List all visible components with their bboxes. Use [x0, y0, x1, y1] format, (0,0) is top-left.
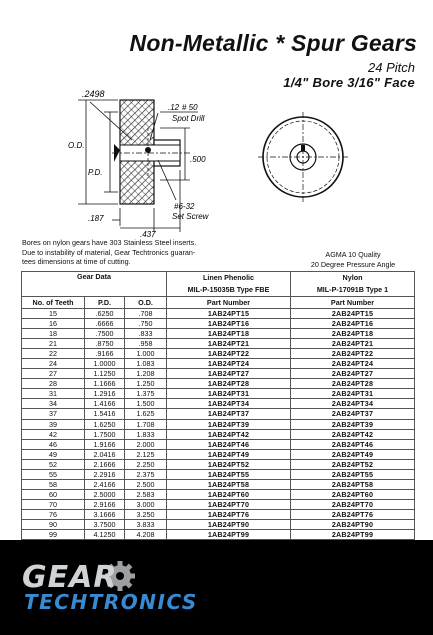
linen-part-cell: 1AB24PT99	[167, 530, 291, 540]
set-screw-label: Set Screw	[172, 212, 209, 221]
linen-part-cell: 1AB24PT46	[167, 439, 291, 449]
teeth-cell: 15	[22, 309, 85, 319]
dim-500: .500	[190, 155, 206, 164]
od-cell: 1.625	[125, 409, 167, 419]
od-cell: 1.083	[125, 359, 167, 369]
nylon-part-cell: 2AB24PT39	[291, 419, 415, 429]
pd-cell: 2.2916	[85, 469, 125, 479]
teeth-cell: 22	[22, 349, 85, 359]
pd-cell: 3.1666	[85, 509, 125, 519]
nylon-part-cell: 2AB24PT24	[291, 359, 415, 369]
teeth-cell: 90	[22, 519, 85, 529]
teeth-cell: 18	[22, 329, 85, 339]
table-row	[22, 379, 415, 389]
gear-data-header: Gear Data	[22, 272, 167, 297]
teeth-cell: 76	[22, 509, 85, 519]
brand-gear-word: GEAR	[22, 560, 118, 595]
linen-part-cell: 1AB24PT70	[167, 499, 291, 509]
teeth-cell: 37	[22, 409, 85, 419]
linen-part-cell: 1AB24PT21	[167, 339, 291, 349]
od-cell: 1.000	[125, 349, 167, 359]
brand-techtronics-word: TECHTRONICS	[24, 590, 198, 614]
table-row	[22, 359, 415, 369]
linen-part-cell: 1AB24PT76	[167, 509, 291, 519]
nylon-part-cell: 2AB24PT31	[291, 389, 415, 399]
linen-part-cell: 1AB24PT42	[167, 429, 291, 439]
teeth-cell: 16	[22, 319, 85, 329]
linen-part-cell: 1AB24PT18	[167, 329, 291, 339]
table-row	[22, 429, 415, 439]
pd-cell: 1.2916	[85, 389, 125, 399]
pd-cell: .9166	[85, 349, 125, 359]
teeth-cell: 21	[22, 339, 85, 349]
table-row	[22, 469, 415, 479]
pd-cell: 4.1250	[85, 530, 125, 540]
teeth-cell: 31	[22, 389, 85, 399]
pd-cell: .8750	[85, 339, 125, 349]
gear-front-view	[258, 112, 348, 202]
od-cell: .958	[125, 339, 167, 349]
pitch-label: 24 Pitch	[368, 60, 415, 75]
od-cell: 3.250	[125, 509, 167, 519]
nylon-header: Nylon	[291, 272, 415, 285]
linen-part-cell: 1AB24PT15	[167, 309, 291, 319]
od-cell: 1.833	[125, 429, 167, 439]
table-row	[22, 339, 415, 349]
od-cell: 2.000	[125, 439, 167, 449]
linen-part-cell: 1AB24PT55	[167, 469, 291, 479]
linen-header: Linen Phenolic	[167, 272, 291, 285]
linen-spec: MIL-P-15035B Type FBE	[167, 284, 291, 297]
linen-part-cell: 1AB24PT22	[167, 349, 291, 359]
nylon-part-cell: 2AB24PT58	[291, 479, 415, 489]
agma-quality: AGMA 10 Quality	[325, 250, 381, 259]
table-row	[22, 349, 415, 359]
gear-technical-drawing	[0, 0, 433, 245]
od-cell: 3.000	[125, 499, 167, 509]
teeth-cell: 49	[22, 449, 85, 459]
linen-part-cell: 1AB24PT34	[167, 399, 291, 409]
pd-label: P.D.	[88, 168, 103, 177]
nylon-part-cell: 2AB24PT28	[291, 379, 415, 389]
col-nylon-part: Part Number	[291, 297, 415, 309]
material-note	[22, 238, 262, 267]
table-row	[22, 409, 415, 419]
od-cell: .833	[125, 329, 167, 339]
od-cell: 2.583	[125, 489, 167, 499]
table-row	[22, 479, 415, 489]
nylon-part-cell: 2AB24PT52	[291, 459, 415, 469]
pd-cell: .6250	[85, 309, 125, 319]
table-row	[22, 449, 415, 459]
col-pd: P.D.	[85, 297, 125, 309]
od-cell: .708	[125, 309, 167, 319]
table-row	[22, 369, 415, 379]
table-row	[22, 309, 415, 319]
table-row	[22, 439, 415, 449]
pd-cell: 1.4166	[85, 399, 125, 409]
table-row	[22, 489, 415, 499]
linen-part-cell: 1AB24PT16	[167, 319, 291, 329]
linen-part-cell: 1AB24PT37	[167, 409, 291, 419]
table-row	[22, 509, 415, 519]
teeth-cell: 52	[22, 459, 85, 469]
linen-part-cell: 1AB24PT60	[167, 489, 291, 499]
od-label: O.D.	[68, 141, 85, 150]
teeth-cell: 60	[22, 489, 85, 499]
linen-part-cell: 1AB24PT28	[167, 379, 291, 389]
pressure-angle: 20 Degree Pressure Angle	[310, 259, 396, 269]
nylon-part-cell: 2AB24PT15	[291, 309, 415, 319]
linen-part-cell: 1AB24PT52	[167, 459, 291, 469]
setscrew-size-label: #6-32	[174, 202, 195, 211]
pd-cell: 1.0000	[85, 359, 125, 369]
col-teeth: No. of Teeth	[22, 297, 85, 309]
nylon-part-cell: 2AB24PT60	[291, 489, 415, 499]
nylon-part-cell: 2AB24PT22	[291, 349, 415, 359]
teeth-cell: 55	[22, 469, 85, 479]
col-od: O.D.	[125, 297, 167, 309]
nylon-spec: MIL-P-17091B Type 1	[291, 284, 415, 297]
pd-cell: 2.1666	[85, 459, 125, 469]
dim-50: # 50	[182, 103, 198, 112]
od-cell: 2.500	[125, 479, 167, 489]
table-row	[22, 389, 415, 399]
dim-2498: .2498	[82, 89, 105, 99]
nylon-part-cell: 2AB24PT16	[291, 319, 415, 329]
table-row	[22, 329, 415, 339]
linen-part-cell: 1AB24PT24	[167, 359, 291, 369]
pd-cell: 2.9166	[85, 499, 125, 509]
pd-cell: 1.5416	[85, 409, 125, 419]
table-row	[22, 499, 415, 509]
od-cell: 1.708	[125, 419, 167, 429]
dim-12: .12	[168, 103, 180, 112]
pd-cell: 1.6250	[85, 419, 125, 429]
teeth-cell: 58	[22, 479, 85, 489]
nylon-part-cell: 2AB24PT34	[291, 399, 415, 409]
nylon-part-cell: 2AB24PT46	[291, 439, 415, 449]
note-line-2: Due to instability of material, Gear Techtronics guaran-	[22, 247, 196, 257]
table-row	[22, 399, 415, 409]
gear-data-table	[21, 271, 415, 540]
teeth-cell: 70	[22, 499, 85, 509]
nylon-part-cell: 2AB24PT55	[291, 469, 415, 479]
teeth-cell: 99	[22, 530, 85, 540]
quality-note	[293, 250, 413, 269]
table-group-header	[22, 272, 415, 285]
linen-part-cell: 1AB24PT27	[167, 369, 291, 379]
table-row	[22, 519, 415, 529]
teeth-cell: 27	[22, 369, 85, 379]
od-cell: 1.250	[125, 379, 167, 389]
dim-187: .187	[88, 214, 104, 223]
pd-cell: 2.0416	[85, 449, 125, 459]
nylon-part-cell: 2AB24PT37	[291, 409, 415, 419]
nylon-part-cell: 2AB24PT90	[291, 519, 415, 529]
pd-cell: 1.1666	[85, 379, 125, 389]
linen-part-cell: 1AB24PT31	[167, 389, 291, 399]
nylon-part-cell: 2AB24PT76	[291, 509, 415, 519]
teeth-cell: 28	[22, 379, 85, 389]
table-row	[22, 319, 415, 329]
col-linen-part: Part Number	[167, 297, 291, 309]
linen-part-cell: 1AB24PT58	[167, 479, 291, 489]
od-cell: 1.375	[125, 389, 167, 399]
od-cell: 2.375	[125, 469, 167, 479]
od-cell: 2.250	[125, 459, 167, 469]
bore-face-label: 1/4" Bore 3/16" Face	[283, 75, 415, 90]
linen-part-cell: 1AB24PT90	[167, 519, 291, 529]
linen-part-cell: 1AB24PT39	[167, 419, 291, 429]
page-title: Non-Metallic * Spur Gears	[129, 30, 417, 56]
od-cell: 3.833	[125, 519, 167, 529]
pd-cell: 2.4166	[85, 479, 125, 489]
dim-437: .437	[140, 230, 156, 239]
pd-cell: 3.7500	[85, 519, 125, 529]
nylon-part-cell: 2AB24PT49	[291, 449, 415, 459]
teeth-cell: 34	[22, 399, 85, 409]
teeth-cell: 39	[22, 419, 85, 429]
pd-cell: 1.1250	[85, 369, 125, 379]
table-row	[22, 530, 415, 540]
od-cell: 1.208	[125, 369, 167, 379]
nylon-part-cell: 2AB24PT27	[291, 369, 415, 379]
pd-cell: .7500	[85, 329, 125, 339]
teeth-cell: 42	[22, 429, 85, 439]
note-line-1: Bores on nylon gears have 303 Stainless Steel inserts.	[22, 238, 197, 247]
note-line-3: tees dimensions at time of cutting.	[22, 257, 131, 267]
spot-drill-label: Spot Drill	[172, 114, 205, 123]
teeth-cell: 24	[22, 359, 85, 369]
teeth-cell: 46	[22, 439, 85, 449]
nylon-part-cell: 2AB24PT21	[291, 339, 415, 349]
od-cell: .750	[125, 319, 167, 329]
pd-cell: 2.5000	[85, 489, 125, 499]
pd-cell: 1.9166	[85, 439, 125, 449]
table-row	[22, 459, 415, 469]
od-cell: 2.125	[125, 449, 167, 459]
table-row	[22, 419, 415, 429]
od-cell: 4.208	[125, 530, 167, 540]
nylon-part-cell: 2AB24PT18	[291, 329, 415, 339]
table-column-headers	[22, 297, 415, 309]
nylon-part-cell: 2AB24PT42	[291, 429, 415, 439]
nylon-part-cell: 2AB24PT70	[291, 499, 415, 509]
pd-cell: 1.7500	[85, 429, 125, 439]
nylon-part-cell: 2AB24PT99	[291, 530, 415, 540]
pd-cell: .6666	[85, 319, 125, 329]
od-cell: 1.500	[125, 399, 167, 409]
linen-part-cell: 1AB24PT49	[167, 449, 291, 459]
